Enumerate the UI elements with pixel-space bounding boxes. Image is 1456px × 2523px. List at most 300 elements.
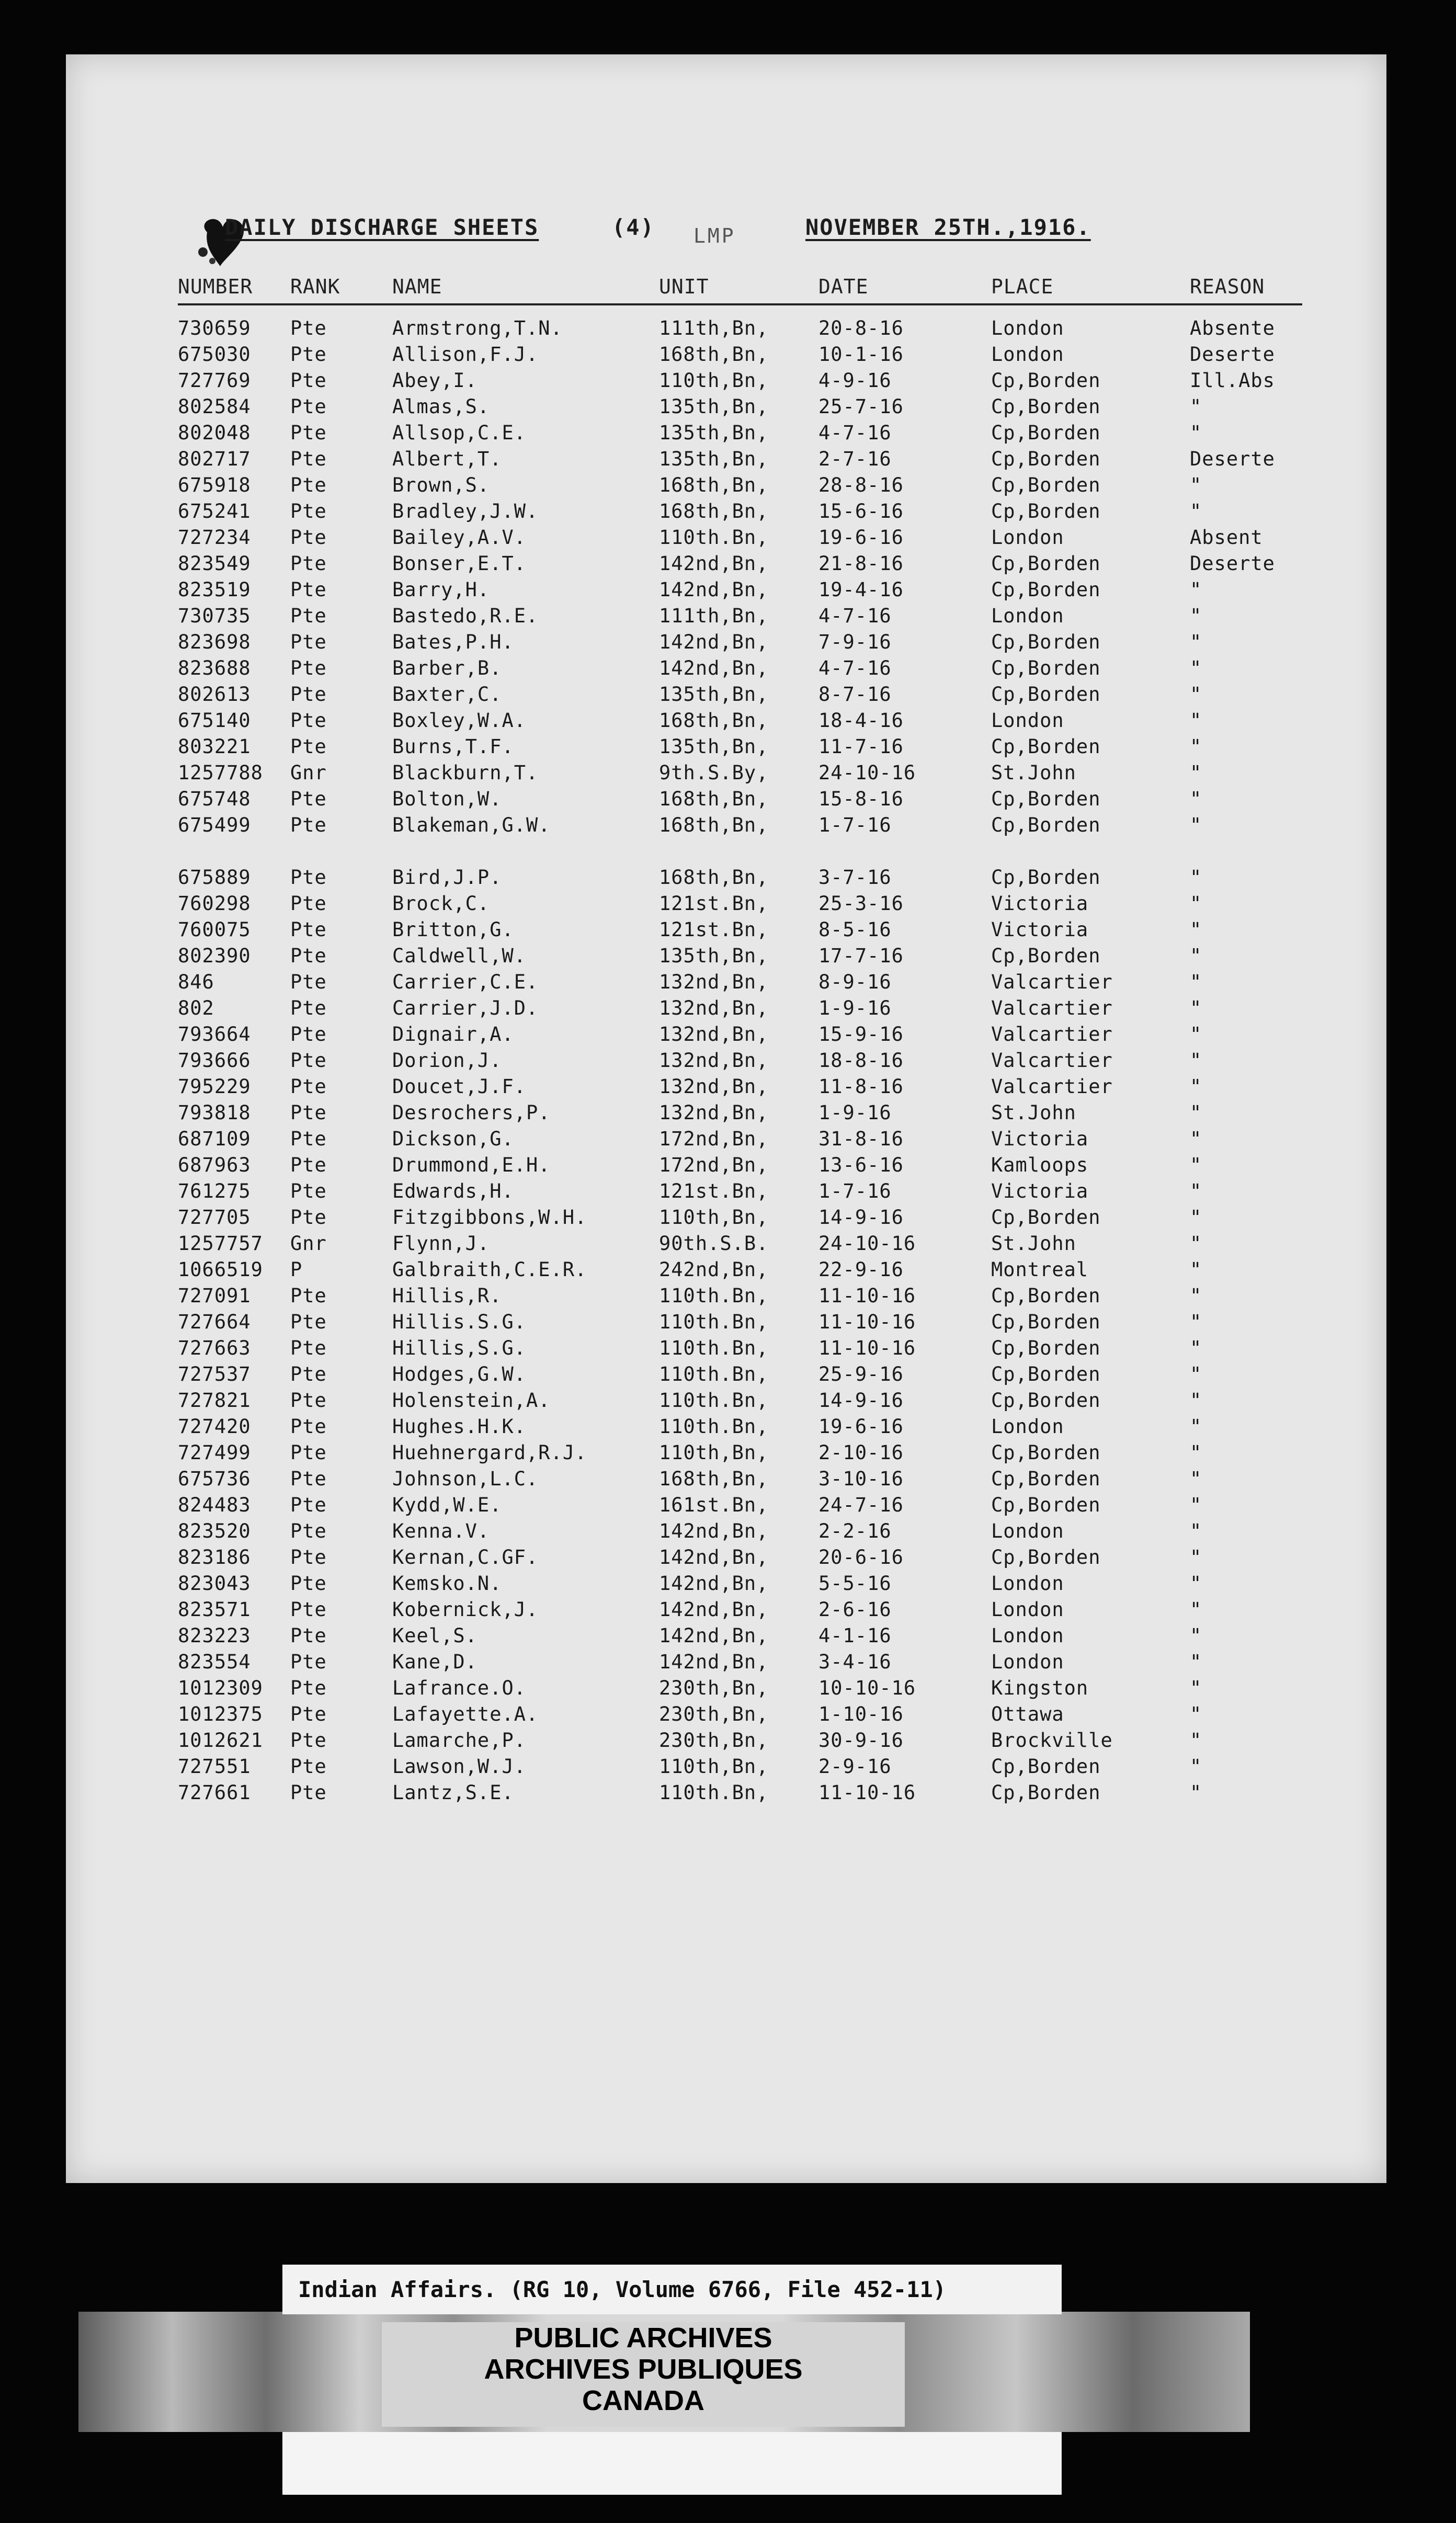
cell-name: Barry,H.: [392, 578, 490, 601]
cell-rank: Pte: [290, 709, 327, 732]
cell-date: 10-1-16: [818, 343, 904, 366]
cell-place: Victoria: [991, 892, 1089, 915]
cell-place: London: [991, 1415, 1064, 1438]
cell-place: Cp,Borden: [991, 1494, 1101, 1516]
cell-date: 19-6-16: [818, 526, 904, 549]
cell-name: Bastedo,R.E.: [392, 605, 539, 627]
cell-reason: ": [1190, 1703, 1202, 1725]
cell-place: London: [991, 605, 1064, 627]
cell-number: 727234: [178, 526, 251, 549]
cell-unit: 132nd,Bn,: [659, 997, 769, 1019]
table-row: [178, 1647, 1302, 1674]
cell-unit: 110th.Bn,: [659, 1337, 769, 1359]
cell-place: Cp,Borden: [991, 395, 1101, 418]
table-row: [178, 1778, 1302, 1804]
cell-number: 727537: [178, 1363, 251, 1385]
cell-date: 22-9-16: [818, 1258, 904, 1281]
table-row: [178, 1674, 1302, 1700]
cell-reason: ": [1190, 1546, 1202, 1569]
cell-rank: Gnr: [290, 762, 327, 784]
cell-unit: 168th,Bn,: [659, 1468, 769, 1490]
cell-date: 18-4-16: [818, 709, 904, 732]
cell-unit: 132nd,Bn,: [659, 1049, 769, 1072]
cell-place: London: [991, 343, 1064, 366]
cell-reason: Ill.Abs: [1190, 369, 1275, 392]
cell-place: Cp,Borden: [991, 1285, 1101, 1307]
col-name: NAME: [392, 275, 442, 298]
cell-reason: ": [1190, 971, 1202, 993]
cell-rank: Pte: [290, 1075, 327, 1098]
cell-place: Cp,Borden: [991, 657, 1101, 679]
cell-place: Cp,Borden: [991, 1363, 1101, 1385]
cell-place: London: [991, 1520, 1064, 1542]
cell-date: 4-1-16: [818, 1624, 892, 1647]
cell-place: Victoria: [991, 1180, 1089, 1202]
cell-reason: ": [1190, 1049, 1202, 1072]
cell-number: 730735: [178, 605, 251, 627]
cell-place: London: [991, 1651, 1064, 1673]
cell-date: 20-6-16: [818, 1546, 904, 1569]
cell-name: Hughes.H.K.: [392, 1415, 527, 1438]
table-row: [178, 497, 1302, 523]
cell-reason: ": [1190, 1206, 1202, 1229]
table-row: [178, 1046, 1302, 1072]
table-row: [178, 680, 1302, 706]
cell-reason: ": [1190, 866, 1202, 889]
cell-rank: Pte: [290, 1703, 327, 1725]
cell-place: Valcartier: [991, 971, 1113, 993]
cell-reason: Deserte: [1190, 343, 1275, 366]
cell-number: 727821: [178, 1389, 251, 1412]
cell-date: 11-10-16: [818, 1285, 916, 1307]
cell-name: Hillis,S.G.: [392, 1337, 527, 1359]
table-row: [178, 863, 1302, 889]
cell-name: Blackburn,T.: [392, 762, 539, 784]
cell-name: Baxter,C.: [392, 683, 502, 706]
cell-number: 823688: [178, 657, 251, 679]
cell-date: 24-10-16: [818, 762, 916, 784]
cell-reason: ": [1190, 1781, 1202, 1804]
cell-reason: Absent: [1190, 526, 1263, 549]
cell-reason: ": [1190, 1598, 1202, 1621]
cell-reason: ": [1190, 1232, 1202, 1255]
table-row: [178, 941, 1302, 968]
cell-rank: Pte: [290, 1128, 327, 1150]
cell-name: Armstrong,T.N.: [392, 317, 563, 339]
cell-rank: Pte: [290, 918, 327, 941]
cell-unit: 90th.S.B.: [659, 1232, 769, 1255]
table-row: [178, 1124, 1302, 1151]
table-row: [178, 758, 1302, 785]
cell-unit: 230th,Bn,: [659, 1729, 769, 1752]
cell-reason: ": [1190, 1677, 1202, 1699]
cell-unit: 142nd,Bn,: [659, 552, 769, 575]
cell-unit: 132nd,Bn,: [659, 1023, 769, 1045]
cell-date: 11-8-16: [818, 1075, 904, 1098]
cell-reason: ": [1190, 762, 1202, 784]
cell-reason: ": [1190, 631, 1202, 653]
cell-reason: ": [1190, 997, 1202, 1019]
cell-place: St.John: [991, 1232, 1076, 1255]
cell-date: 21-8-16: [818, 552, 904, 575]
cell-unit: 121st.Bn,: [659, 892, 769, 915]
cell-name: Allison,F.J.: [392, 343, 539, 366]
cell-reason: ": [1190, 1285, 1202, 1307]
cell-date: 31-8-16: [818, 1128, 904, 1150]
cell-place: Cp,Borden: [991, 814, 1101, 836]
cell-name: Bird,J.P.: [392, 866, 502, 889]
cell-name: Edwards,H.: [392, 1180, 514, 1202]
table-row: [178, 1569, 1302, 1595]
cell-name: Britton,G.: [392, 918, 514, 941]
table-row: [178, 1464, 1302, 1491]
cell-date: 4-7-16: [818, 422, 892, 444]
cell-number: 1012375: [178, 1703, 263, 1725]
cell-name: Bailey,A.V.: [392, 526, 527, 549]
cell-number: 1257757: [178, 1232, 263, 1255]
table-row: [178, 654, 1302, 680]
cell-number: 802048: [178, 422, 251, 444]
table-row: [178, 1308, 1302, 1334]
cell-unit: 142nd,Bn,: [659, 1598, 769, 1621]
cell-place: St.John: [991, 1101, 1076, 1124]
cell-number: 802390: [178, 945, 251, 967]
cell-name: Lawson,W.J.: [392, 1755, 527, 1778]
cell-reason: ": [1190, 1729, 1202, 1752]
cell-reason: ": [1190, 814, 1202, 836]
cell-name: Doucet,J.F.: [392, 1075, 527, 1098]
cell-date: 8-5-16: [818, 918, 892, 941]
cell-place: Cp,Borden: [991, 1337, 1101, 1359]
cell-number: 727499: [178, 1441, 251, 1464]
archive-line-3: CANADA: [582, 2385, 704, 2416]
cell-reason: ": [1190, 1101, 1202, 1124]
cell-date: 11-7-16: [818, 735, 904, 758]
cell-number: 823554: [178, 1651, 251, 1673]
cell-unit: 168th,Bn,: [659, 866, 769, 889]
cell-place: Cp,Borden: [991, 866, 1101, 889]
cell-reason: Deserte: [1190, 448, 1275, 470]
cell-number: 761275: [178, 1180, 251, 1202]
cell-unit: 161st.Bn,: [659, 1494, 769, 1516]
cell-number: 1012309: [178, 1677, 263, 1699]
cell-date: 4-9-16: [818, 369, 892, 392]
initials-stamp: LMP: [693, 224, 736, 247]
cell-number: 802: [178, 997, 214, 1019]
table-row: [178, 915, 1302, 941]
cell-place: London: [991, 1598, 1064, 1621]
cell-rank: Pte: [290, 1677, 327, 1699]
cell-rank: Pte: [290, 1520, 327, 1542]
archive-line-1: PUBLIC ARCHIVES: [514, 2322, 772, 2354]
document-heading: [225, 214, 1166, 251]
cell-reason: Deserte: [1190, 552, 1275, 575]
cell-date: 30-9-16: [818, 1729, 904, 1752]
cell-unit: 110th,Bn,: [659, 1441, 769, 1464]
cell-number: 760298: [178, 892, 251, 915]
cell-name: Bates,P.H.: [392, 631, 514, 653]
cell-rank: Pte: [290, 1206, 327, 1229]
cell-unit: 142nd,Bn,: [659, 1572, 769, 1595]
cell-place: Cp,Borden: [991, 500, 1101, 522]
table-row: [178, 1229, 1302, 1255]
cell-place: Cp,Borden: [991, 1546, 1101, 1569]
cell-reason: ": [1190, 1023, 1202, 1045]
table-row: [178, 1072, 1302, 1098]
cell-rank: Pte: [290, 1023, 327, 1045]
cell-date: 14-9-16: [818, 1389, 904, 1412]
cell-rank: Pte: [290, 605, 327, 627]
cell-rank: Pte: [290, 1651, 327, 1673]
cell-unit: 135th,Bn,: [659, 735, 769, 758]
cell-number: 803221: [178, 735, 251, 758]
cell-number: 802584: [178, 395, 251, 418]
cell-unit: 132nd,Bn,: [659, 1101, 769, 1124]
cell-rank: Pte: [290, 631, 327, 653]
cell-reason: ": [1190, 1363, 1202, 1385]
cell-date: 25-9-16: [818, 1363, 904, 1385]
document-date: NOVEMBER 25TH.,1916.: [805, 214, 1091, 240]
cell-number: 802717: [178, 448, 251, 470]
cell-reason: ": [1190, 683, 1202, 706]
cell-rank: Pte: [290, 814, 327, 836]
cell-unit: 110th.Bn,: [659, 1415, 769, 1438]
cell-rank: Pte: [290, 683, 327, 706]
cell-name: Burns,T.F.: [392, 735, 514, 758]
cell-date: 1-9-16: [818, 1101, 892, 1124]
cell-date: 25-3-16: [818, 892, 904, 915]
cell-rank: Pte: [290, 1363, 327, 1385]
cell-rank: Pte: [290, 1598, 327, 1621]
table-row: [178, 340, 1302, 366]
cell-reason: ": [1190, 1520, 1202, 1542]
cell-rank: Pte: [290, 1415, 327, 1438]
cell-rank: Pte: [290, 1154, 327, 1176]
cell-unit: 142nd,Bn,: [659, 1520, 769, 1542]
table-row: [178, 601, 1302, 628]
cell-number: 760075: [178, 918, 251, 941]
cell-reason: ": [1190, 892, 1202, 915]
cell-unit: 168th,Bn,: [659, 500, 769, 522]
cell-rank: Pte: [290, 1781, 327, 1804]
cell-unit: 110th.Bn,: [659, 526, 769, 549]
table-row: [178, 1151, 1302, 1177]
cell-date: 24-10-16: [818, 1232, 916, 1255]
cell-name: Drummond,E.H.: [392, 1154, 551, 1176]
cell-unit: 230th,Bn,: [659, 1703, 769, 1725]
table-row: [178, 1595, 1302, 1621]
table-row: [178, 1177, 1302, 1203]
cell-unit: 110th.Bn,: [659, 1389, 769, 1412]
cell-reason: ": [1190, 500, 1202, 522]
cell-rank: Pte: [290, 526, 327, 549]
cell-number: 1257788: [178, 762, 263, 784]
table-row: [178, 1700, 1302, 1726]
table-row: [178, 889, 1302, 915]
cell-unit: 172nd,Bn,: [659, 1154, 769, 1176]
cell-name: Hillis.S.G.: [392, 1311, 527, 1333]
cell-rank: Pte: [290, 971, 327, 993]
cell-rank: Pte: [290, 552, 327, 575]
cell-reason: ": [1190, 605, 1202, 627]
cell-name: Almas,S.: [392, 395, 490, 418]
cell-place: Valcartier: [991, 997, 1113, 1019]
table-row: [178, 1517, 1302, 1543]
cell-place: London: [991, 526, 1064, 549]
cell-unit: 111th,Bn,: [659, 317, 769, 339]
cell-reason: ": [1190, 1468, 1202, 1490]
cell-number: 793818: [178, 1101, 251, 1124]
cell-date: 2-2-16: [818, 1520, 892, 1542]
cell-number: 824483: [178, 1494, 251, 1516]
cell-reason: ": [1190, 1415, 1202, 1438]
cell-number: 675030: [178, 343, 251, 366]
cell-name: Abey,I.: [392, 369, 477, 392]
cell-number: 727551: [178, 1755, 251, 1778]
cell-reason: ": [1190, 1572, 1202, 1595]
cell-name: Hillis,R.: [392, 1285, 502, 1307]
cell-date: 8-7-16: [818, 683, 892, 706]
cell-name: Galbraith,C.E.R.: [392, 1258, 587, 1281]
cell-date: 10-10-16: [818, 1677, 916, 1699]
cell-number: 687963: [178, 1154, 251, 1176]
table-row: [178, 523, 1302, 549]
cell-place: St.John: [991, 762, 1076, 784]
cell-place: Ottawa: [991, 1703, 1064, 1725]
table-row: [178, 1203, 1302, 1229]
cell-name: Bolton,W.: [392, 788, 502, 810]
cell-unit: 168th,Bn,: [659, 814, 769, 836]
table-row: [178, 366, 1302, 392]
cell-name: Barber,B.: [392, 657, 502, 679]
cell-number: 793666: [178, 1049, 251, 1072]
cell-number: 675736: [178, 1468, 251, 1490]
cell-unit: 110th.Bn,: [659, 1311, 769, 1333]
cell-rank: Pte: [290, 474, 327, 496]
cell-date: 3-10-16: [818, 1468, 904, 1490]
cell-reason: ": [1190, 945, 1202, 967]
cell-name: Lantz,S.E.: [392, 1781, 514, 1804]
reference-label: Indian Affairs. (RG 10, Volume 6766, File 452-11): [282, 2265, 1062, 2314]
cell-place: Montreal: [991, 1258, 1089, 1281]
discharge-table: [178, 314, 1302, 1804]
cell-number: 675140: [178, 709, 251, 732]
col-number: NUMBER: [178, 275, 253, 298]
archive-stamp: [382, 2322, 905, 2427]
cell-place: Cp,Borden: [991, 1206, 1101, 1229]
cell-rank: Pte: [290, 1285, 327, 1307]
cell-reason: ": [1190, 918, 1202, 941]
cell-date: 3-4-16: [818, 1651, 892, 1673]
cell-place: Cp,Borden: [991, 1755, 1101, 1778]
cell-reason: ": [1190, 1258, 1202, 1281]
cell-date: 13-6-16: [818, 1154, 904, 1176]
cell-unit: 110th.Bn,: [659, 1285, 769, 1307]
cell-name: Bradley,J.W.: [392, 500, 539, 522]
cell-reason: ": [1190, 1755, 1202, 1778]
cell-number: 802613: [178, 683, 251, 706]
cell-number: 823549: [178, 552, 251, 575]
cell-number: 727664: [178, 1311, 251, 1333]
table-row: [178, 575, 1302, 601]
cell-place: Cp,Borden: [991, 788, 1101, 810]
cell-date: 2-7-16: [818, 448, 892, 470]
cell-number: 1012621: [178, 1729, 263, 1752]
cell-place: Cp,Borden: [991, 474, 1101, 496]
cell-name: Brown,S.: [392, 474, 490, 496]
cell-date: 1-7-16: [818, 814, 892, 836]
cell-rank: Pte: [290, 1624, 327, 1647]
table-row: [178, 1726, 1302, 1752]
cell-name: Carrier,J.D.: [392, 997, 539, 1019]
cell-rank: Pte: [290, 788, 327, 810]
cell-rank: Pte: [290, 317, 327, 339]
cell-place: Cp,Borden: [991, 735, 1101, 758]
table-row: [178, 1020, 1302, 1046]
cell-unit: 142nd,Bn,: [659, 631, 769, 653]
cell-name: Holenstein,A.: [392, 1389, 551, 1412]
cell-rank: Pte: [290, 1546, 327, 1569]
cell-name: Carrier,C.E.: [392, 971, 539, 993]
table-row: [178, 1752, 1302, 1778]
cell-reason: ": [1190, 1624, 1202, 1647]
col-date: DATE: [818, 275, 869, 298]
cell-name: Kobernick,J.: [392, 1598, 539, 1621]
cell-name: Boxley,W.A.: [392, 709, 527, 732]
col-reason: REASON: [1190, 275, 1265, 298]
cell-unit: 142nd,Bn,: [659, 1651, 769, 1673]
col-place: PLACE: [991, 275, 1054, 298]
document-title: DAILY DISCHARGE SHEETS: [225, 214, 539, 240]
cell-reason: Absente: [1190, 317, 1275, 339]
cell-unit: 9th.S.By,: [659, 762, 769, 784]
cell-number: 727663: [178, 1337, 251, 1359]
cell-rank: Pte: [290, 1049, 327, 1072]
table-row: [178, 392, 1302, 418]
cell-unit: 172nd,Bn,: [659, 1128, 769, 1150]
cell-rank: Pte: [290, 448, 327, 470]
table-row: [178, 1360, 1302, 1386]
cell-unit: 168th,Bn,: [659, 474, 769, 496]
cell-unit: 110th.Bn,: [659, 1363, 769, 1385]
cell-date: 17-7-16: [818, 945, 904, 967]
cell-date: 2-9-16: [818, 1755, 892, 1778]
cell-reason: ": [1190, 1441, 1202, 1464]
table-row: [178, 1255, 1302, 1281]
cell-place: Cp,Borden: [991, 1389, 1101, 1412]
cell-rank: Pte: [290, 1311, 327, 1333]
cell-reason: ": [1190, 1128, 1202, 1150]
cell-unit: 110th,Bn,: [659, 1206, 769, 1229]
cell-rank: Pte: [290, 1101, 327, 1124]
cell-place: Cp,Borden: [991, 683, 1101, 706]
cell-unit: 142nd,Bn,: [659, 1546, 769, 1569]
cell-date: 19-4-16: [818, 578, 904, 601]
table-row: [178, 1098, 1302, 1124]
table-row: [178, 1543, 1302, 1569]
cell-name: Allsop,C.E.: [392, 422, 527, 444]
cell-unit: 110th.Bn,: [659, 1781, 769, 1804]
cell-rank: P: [290, 1258, 303, 1281]
cell-number: 727091: [178, 1285, 251, 1307]
cell-place: Cp,Borden: [991, 578, 1101, 601]
cell-rank: Pte: [290, 1441, 327, 1464]
cell-number: 1066519: [178, 1258, 263, 1281]
cell-date: 11-10-16: [818, 1311, 916, 1333]
cell-unit: 230th,Bn,: [659, 1677, 769, 1699]
cell-date: 15-9-16: [818, 1023, 904, 1045]
cell-number: 675918: [178, 474, 251, 496]
